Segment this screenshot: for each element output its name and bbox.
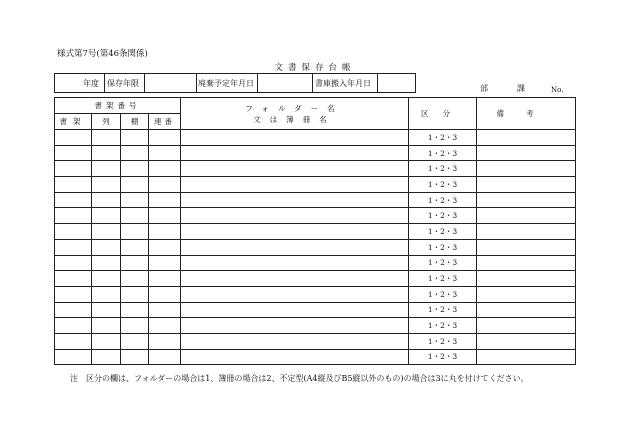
entry-cell[interactable] <box>121 302 149 318</box>
entry-cell[interactable] <box>477 192 576 208</box>
category-cell[interactable]: 1・2・3 <box>409 224 477 240</box>
entry-cell[interactable] <box>55 239 92 255</box>
entry-cell[interactable] <box>121 286 149 302</box>
entry-cell[interactable] <box>92 318 121 334</box>
entry-cell[interactable] <box>92 130 121 146</box>
entry-cell[interactable] <box>92 349 121 365</box>
entry-cell[interactable] <box>55 161 92 177</box>
entry-cell[interactable] <box>181 349 409 365</box>
table-row <box>55 318 576 334</box>
entry-cell[interactable] <box>477 177 576 193</box>
entry-cell[interactable] <box>92 255 121 271</box>
entry-cell[interactable] <box>55 318 92 334</box>
entry-cell[interactable] <box>477 239 576 255</box>
category-header: 区分 <box>409 98 477 130</box>
folder-header-line1: フォルダー名 <box>245 103 344 113</box>
table-row <box>55 208 576 224</box>
entry-cell[interactable] <box>55 208 92 224</box>
shelf-number-header: 書架番号 <box>55 98 181 114</box>
entry-cell[interactable] <box>55 192 92 208</box>
entry-cell[interactable] <box>55 224 92 240</box>
entry-cell[interactable] <box>149 271 181 287</box>
entry-cell[interactable] <box>181 192 409 208</box>
entry-cell[interactable] <box>121 349 149 365</box>
entry-cell[interactable] <box>477 208 576 224</box>
entry-cell[interactable] <box>121 161 149 177</box>
category-cell[interactable]: 1・2・3 <box>409 302 477 318</box>
table-row <box>55 130 576 146</box>
form-number-label: 様式第7号(第46条関係) <box>57 49 148 59</box>
entry-cell[interactable] <box>92 161 121 177</box>
category-cell[interactable]: 1・2・3 <box>409 239 477 255</box>
entry-cell[interactable] <box>121 192 149 208</box>
entry-cell[interactable] <box>55 271 92 287</box>
retention-label: 保存年限 <box>107 78 139 88</box>
category-cell[interactable]: 1・2・3 <box>409 161 477 177</box>
page-title: 文書保存台帳 <box>274 63 356 73</box>
entry-cell[interactable] <box>55 333 92 349</box>
entry-cell[interactable] <box>121 208 149 224</box>
entry-cell[interactable] <box>181 239 409 255</box>
entry-cell[interactable] <box>149 302 181 318</box>
tier-header: 棚 <box>121 114 149 130</box>
entry-cell[interactable] <box>149 145 181 161</box>
entry-cell[interactable] <box>121 239 149 255</box>
entry-cell[interactable] <box>149 161 181 177</box>
entry-cell[interactable] <box>181 271 409 287</box>
entry-cell[interactable] <box>477 145 576 161</box>
category-cell[interactable]: 1・2・3 <box>409 145 477 161</box>
entry-cell[interactable] <box>181 333 409 349</box>
entry-cell[interactable] <box>181 286 409 302</box>
entry-cell[interactable] <box>92 224 121 240</box>
entry-cell[interactable] <box>149 318 181 334</box>
entry-cell[interactable] <box>149 349 181 365</box>
entry-cell[interactable] <box>477 302 576 318</box>
entry-cell[interactable] <box>477 271 576 287</box>
entry-cell[interactable] <box>92 271 121 287</box>
category-cell[interactable]: 1・2・3 <box>409 333 477 349</box>
entry-cell[interactable] <box>92 333 121 349</box>
table-row <box>55 349 576 365</box>
entry-cell[interactable] <box>55 349 92 365</box>
category-cell[interactable]: 1・2・3 <box>409 192 477 208</box>
shelf-header: 書架 <box>55 114 92 130</box>
entry-cell[interactable] <box>55 130 92 146</box>
year-label: 年度 <box>83 78 99 88</box>
entry-cell[interactable] <box>121 130 149 146</box>
entry-cell[interactable] <box>55 286 92 302</box>
disposal-date-label: 廃棄予定年月日 <box>198 78 254 88</box>
entry-cell[interactable] <box>477 286 576 302</box>
entry-cell[interactable] <box>121 224 149 240</box>
category-cell[interactable]: 1・2・3 <box>409 130 477 146</box>
entry-cell[interactable] <box>477 349 576 365</box>
entry-cell[interactable] <box>55 302 92 318</box>
category-cell[interactable]: 1・2・3 <box>409 208 477 224</box>
entry-cell[interactable] <box>181 302 409 318</box>
table-row <box>55 177 576 193</box>
entry-cell[interactable] <box>477 255 576 271</box>
storage-date-label: 書庫搬入年月日 <box>315 78 371 88</box>
category-cell[interactable]: 1・2・3 <box>409 318 477 334</box>
entry-cell[interactable] <box>92 177 121 193</box>
entry-cell[interactable] <box>121 271 149 287</box>
entry-cell[interactable] <box>149 192 181 208</box>
table-row <box>55 333 576 349</box>
entry-cell[interactable] <box>92 145 121 161</box>
entry-cell[interactable] <box>55 255 92 271</box>
dept-label: 部 <box>480 84 488 93</box>
serial-header: 連番 <box>149 114 181 130</box>
entry-cell[interactable] <box>181 130 409 146</box>
table-row <box>55 286 576 302</box>
entry-cell[interactable] <box>477 130 576 146</box>
entry-cell[interactable] <box>181 161 409 177</box>
entry-cell[interactable] <box>181 177 409 193</box>
entry-cell[interactable] <box>121 318 149 334</box>
table-row <box>55 161 576 177</box>
entry-cell[interactable] <box>149 239 181 255</box>
entry-cell[interactable] <box>181 145 409 161</box>
table-row <box>55 239 576 255</box>
entry-cell[interactable] <box>149 255 181 271</box>
header-row <box>54 73 416 93</box>
number-label: No. <box>551 86 564 94</box>
table-row <box>55 302 576 318</box>
entry-cell[interactable] <box>149 177 181 193</box>
entry-cell[interactable] <box>92 208 121 224</box>
entry-cell[interactable] <box>149 224 181 240</box>
entry-cell[interactable] <box>149 286 181 302</box>
category-cell[interactable]: 1・2・3 <box>409 349 477 365</box>
entry-cell[interactable] <box>92 192 121 208</box>
entry-cell[interactable] <box>181 224 409 240</box>
entry-cell[interactable] <box>92 302 121 318</box>
table-row <box>55 224 576 240</box>
footnote: 注 区分の欄は、フォルダーの場合は1、簿冊の場合は2、不定型(A4縦及びB5縦以外のもの)の場合は3に丸を付けてください。 <box>70 374 529 383</box>
entry-cell[interactable] <box>477 318 576 334</box>
entry-cell[interactable] <box>181 208 409 224</box>
entry-cell[interactable] <box>149 130 181 146</box>
entry-cell[interactable] <box>121 333 149 349</box>
entry-cell[interactable] <box>477 333 576 349</box>
table-row <box>55 255 576 271</box>
entry-cell[interactable] <box>149 208 181 224</box>
table-row <box>55 145 576 161</box>
section-label: 課 <box>517 84 525 93</box>
row-header: 列 <box>92 114 121 130</box>
entry-cell[interactable] <box>92 286 121 302</box>
category-cell[interactable]: 1・2・3 <box>409 271 477 287</box>
category-cell[interactable]: 1・2・3 <box>409 177 477 193</box>
table-row <box>55 271 576 287</box>
category-cell[interactable]: 1・2・3 <box>409 255 477 271</box>
entry-cell[interactable] <box>477 224 576 240</box>
entry-cell[interactable] <box>121 145 149 161</box>
entry-cell[interactable] <box>149 333 181 349</box>
entry-cell[interactable] <box>181 318 409 334</box>
entry-cell[interactable] <box>477 161 576 177</box>
remarks-header: 備考 <box>477 98 576 130</box>
entry-cell[interactable] <box>121 177 149 193</box>
table-row <box>55 192 576 208</box>
entry-cell[interactable] <box>55 145 92 161</box>
entry-cell[interactable] <box>92 239 121 255</box>
entry-cell[interactable] <box>55 177 92 193</box>
entry-cell[interactable] <box>181 255 409 271</box>
entry-cell[interactable] <box>121 255 149 271</box>
folder-name-header <box>181 98 409 130</box>
category-cell[interactable]: 1・2・3 <box>409 286 477 302</box>
folder-header-line2: 文は簿冊名 <box>253 114 336 124</box>
ledger-table <box>54 97 576 365</box>
